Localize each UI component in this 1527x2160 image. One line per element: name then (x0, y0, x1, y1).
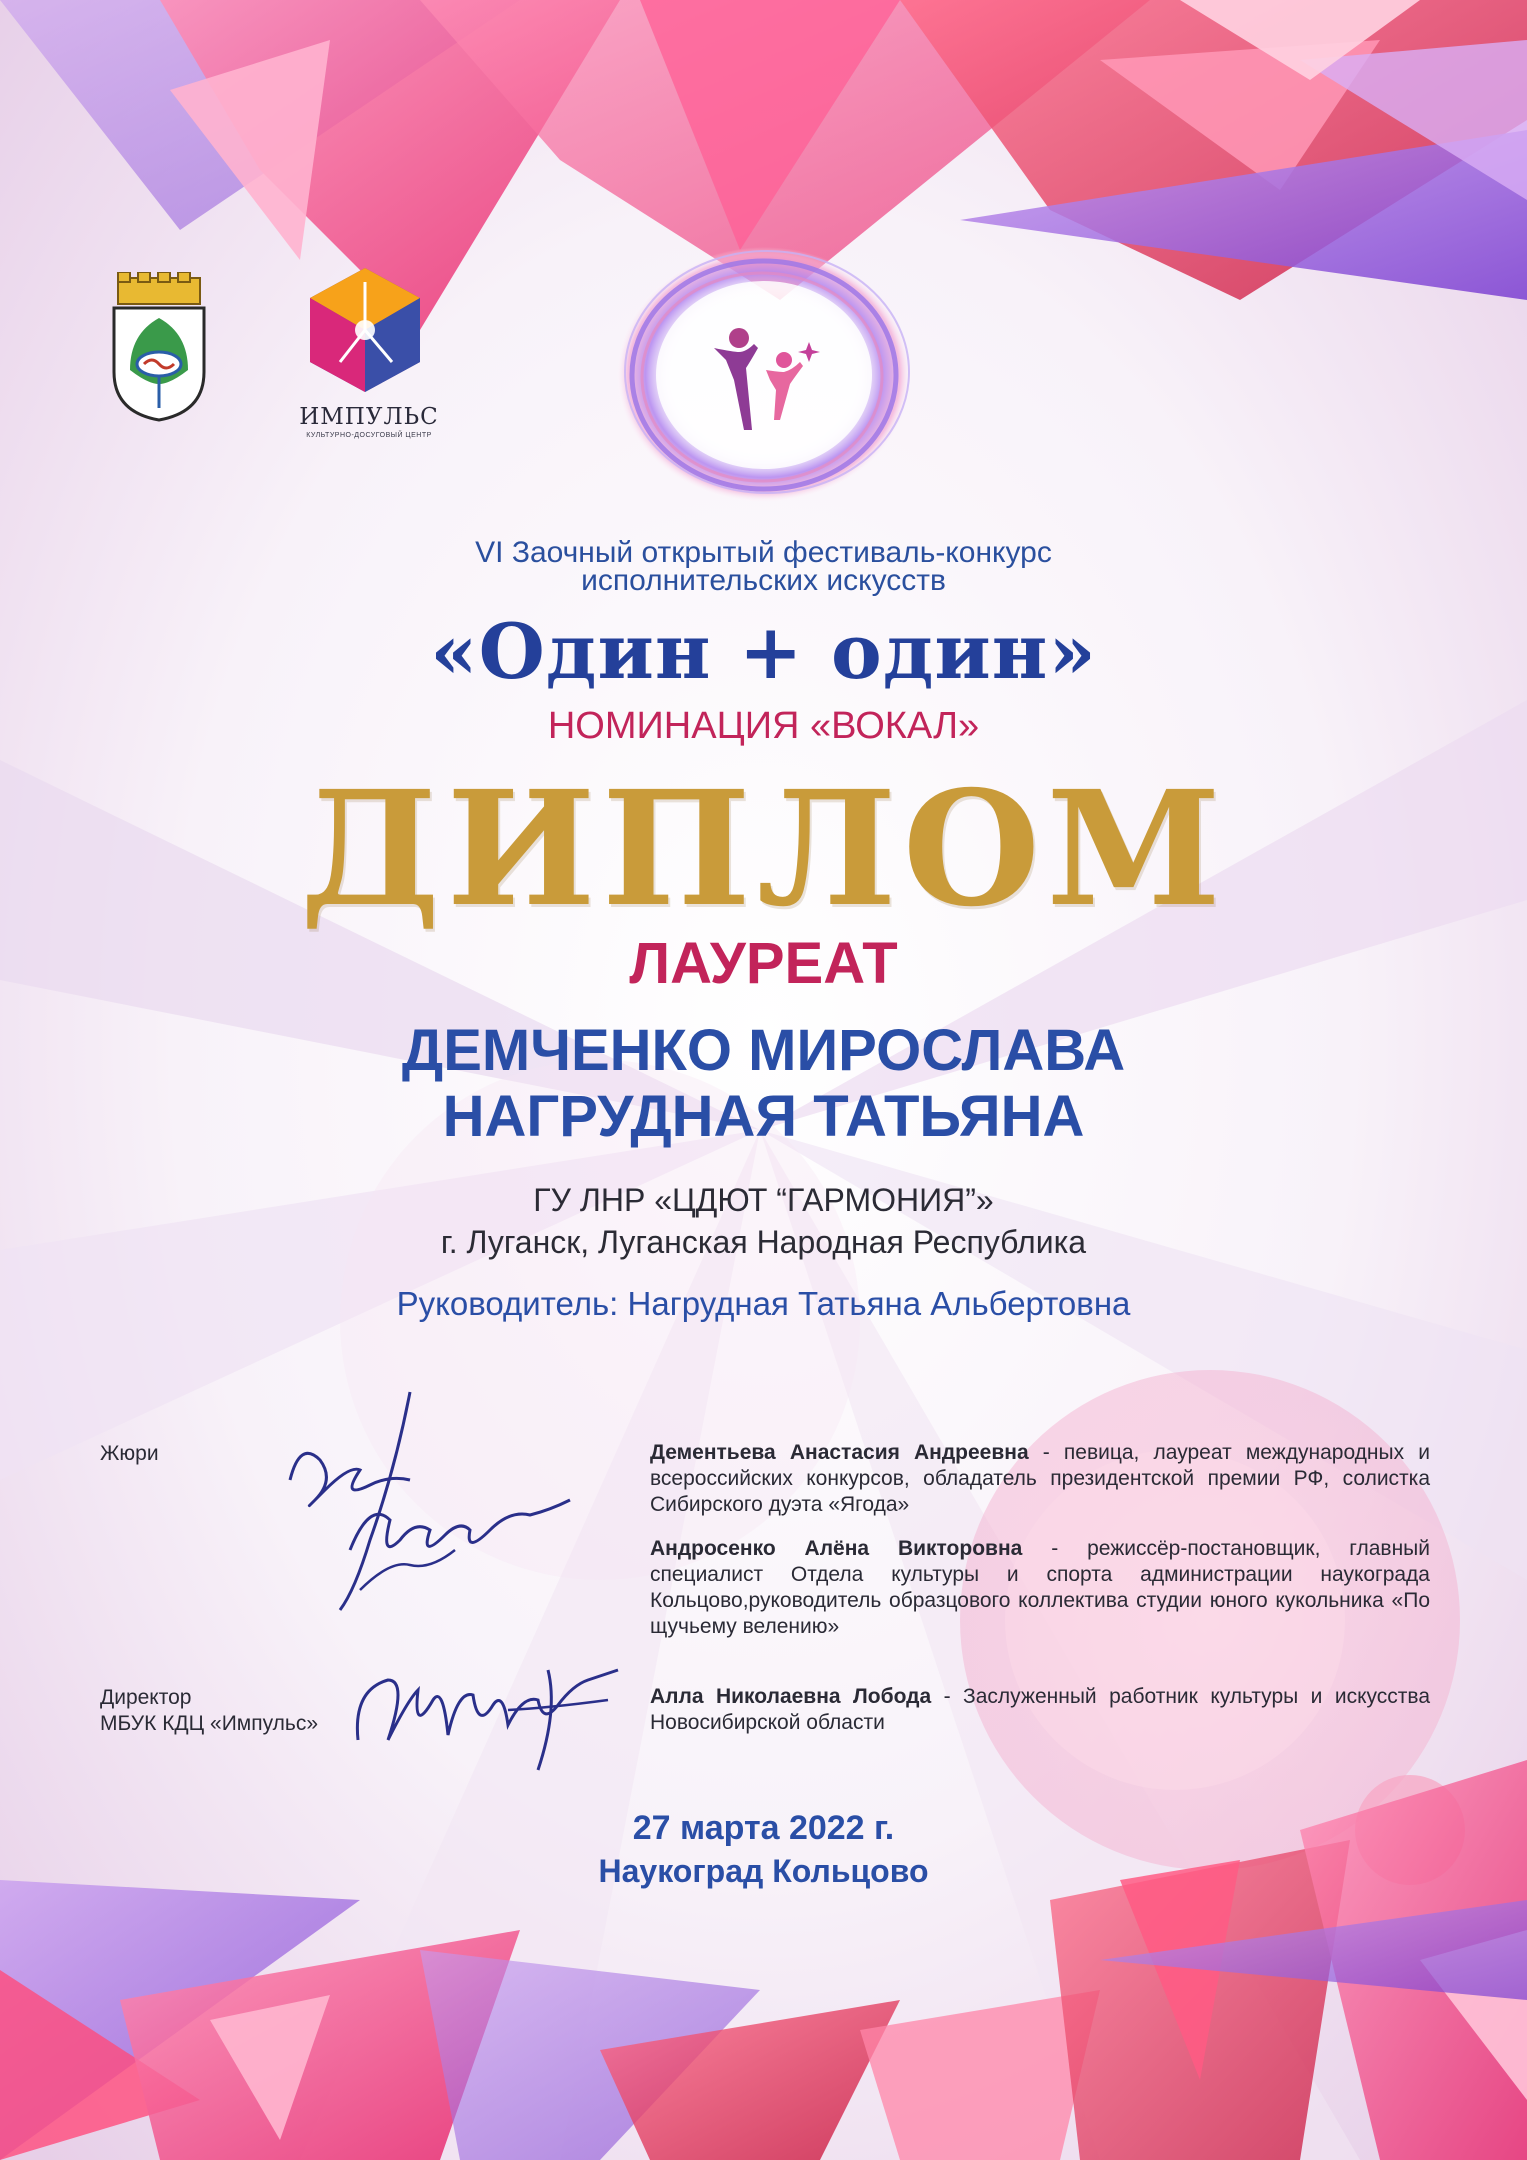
diploma-date: 27 марта 2022 г. (632, 1809, 895, 1847)
location: г. Луганск, Луганская Народная Республика (440, 1224, 1087, 1260)
award-title: ЛАУРЕАТ (629, 931, 898, 996)
festival-line-2: исполнительских искусств (581, 564, 946, 597)
director-label-1: Директор (100, 1686, 192, 1709)
jury-member-3-name: Алла Николаевна Лобода (650, 1685, 932, 1708)
jury-member-2 (650, 1536, 1430, 1640)
impulse-logo-icon (300, 262, 430, 402)
organization: ГУ ЛНР «ЦДЮТ “ГАРМОНИЯ”» (533, 1182, 994, 1218)
impulse-logo-subtitle: КУЛЬТУРНО-ДОСУГОВЫЙ ЦЕНТР (306, 432, 432, 439)
diploma-place: Наукоград Кольцово (598, 1853, 929, 1889)
leader: Руководитель: Нагрудная Татьяна Альбертовна (396, 1285, 1131, 1322)
recipient-name-1: ДЕМЧЕНКО МИРОСЛАВА (401, 1018, 1126, 1083)
jury-member-1-desc: - певица, лауреат международных и всероссийских конкурсов, обладатель президентской премии РФ, солистка Сибирского дуэта «Ягода» (650, 1441, 1430, 1516)
recipient-name-2: НАГРУДНАЯ ТАТЬЯНА (442, 1084, 1085, 1149)
jury-member-1 (650, 1440, 1430, 1518)
jury-signature (280, 1390, 580, 1630)
jury-member-3 (650, 1684, 1430, 1736)
diploma-title: ДИПЛОМ (299, 757, 1228, 942)
festival-name: «Один + один» (430, 607, 1097, 696)
coat-of-arms-icon (108, 272, 210, 422)
jury-member-2-desc: - режиссёр-постановщик, главный специалист Отдела культуры и спорта администрации наукограда Кольцово,руководитель образцового коллектива студии юного кукольника «По щучьему велению» (650, 1537, 1430, 1638)
nomination: НОМИНАЦИЯ «ВОКАЛ» (547, 705, 980, 747)
director-signature (348, 1650, 628, 1780)
jury-member-2-name: Андросенко Алёна Викторовна (650, 1537, 1023, 1560)
jury-member-1-name: Дементьева Анастасия Андреевна (650, 1441, 1029, 1464)
festival-line-1: VI Заочный открытый фестиваль-конкурс (475, 536, 1052, 569)
jury-label: Жюри (100, 1442, 159, 1465)
festival-emblem-icon (604, 240, 924, 510)
jury-member-3-desc: - Заслуженный работник культуры и искусства Новосибирской области (650, 1685, 1431, 1734)
impulse-logo-name: ИМПУЛЬС (299, 404, 439, 430)
director-label-2: МБУК КДЦ «Импульс» (100, 1712, 319, 1735)
